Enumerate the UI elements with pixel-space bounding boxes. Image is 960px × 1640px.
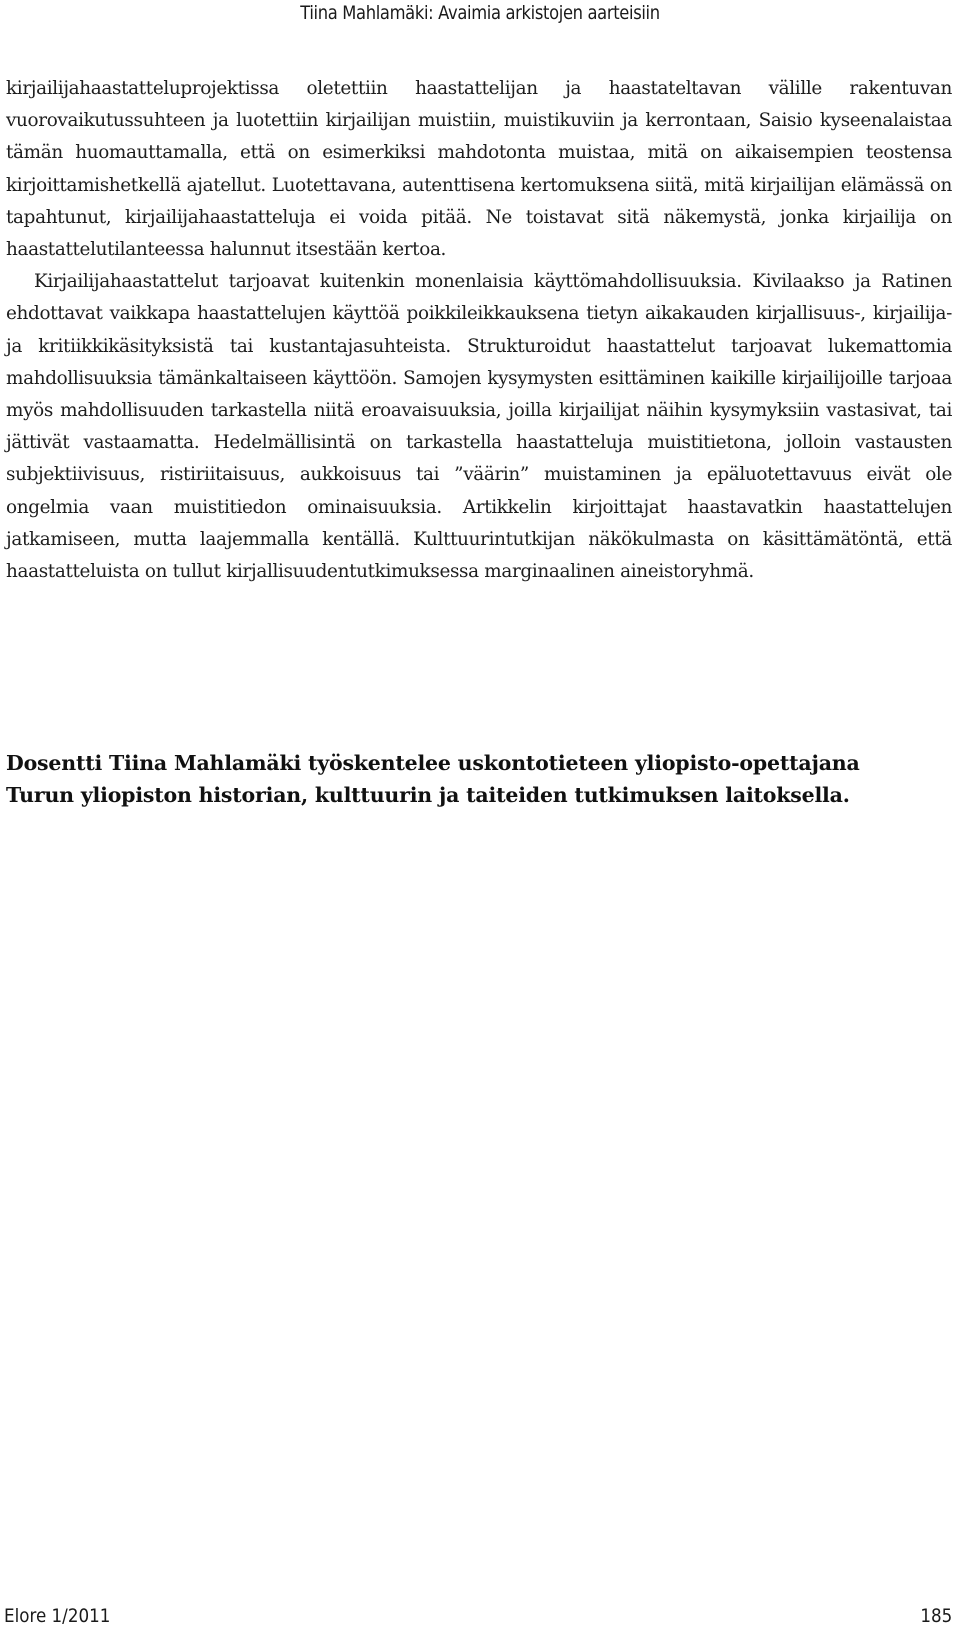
footer-page-number: 185 <box>920 1605 952 1627</box>
author-bio-line-2: Turun yliopiston historian, kulttuurin ja taiteiden tutkimuksen laitoksella. <box>6 783 850 807</box>
author-bio-line-1: Dosentti Tiina Mahlamäki työskentelee uskontotieteen yliopisto-opettajana <box>6 751 860 775</box>
article-body <box>6 73 952 588</box>
paragraph-1: kirjailijahaastatteluprojektissa oletettiin haastattelijan ja haastateltavan välille rakentuvan vuorovaikutussuhteen ja luotettiin kirjailijan muistiin, muistikuviin ja kerrontaan, Saisio kyseenalaistaa tämän huomauttamalla, että on esimerkiksi mahdotonta muistaa, mitä on aikaisempien teostensa kirjoittamishetkellä ajatellut. Luotettavana, autenttisena kertomuksena siitä, mitä kirjailijan elämässä on tapahtunut, kirjailijahaastatteluja ei voida pitää. Ne toistavat sitä näkemystä, jonka kirjailija on haastattelutilanteessa halunnut itsestään kertoa. <box>6 78 952 261</box>
author-bio <box>6 747 954 811</box>
running-header: Tiina Mahlamäki: Avaimia arkistojen aarteisiin <box>300 2 660 24</box>
paragraph-2: Kirjailijahaastattelut tarjoavat kuitenkin monenlaisia käyttömahdollisuuksia. Kivilaakso ja Ratinen ehdottavat vaikkapa haastattelujen käyttöä poikkileikkauksena tietyn aikakauden kirjallisuus-, kirjailija- ja kritiikkikäsityksistä tai kustantajasuhteista. Strukturoidut haastattelut tarjoavat lukemattomia mahdollisuuksia tämänkaltaiseen käyttöön. Samojen kysymysten esittäminen kaikille kirjailijoille tarjoaa myös mahdollisuuden tarkastella niitä eroavaisuuksia, joilla kirjailijat näihin kysymyksiin vastasivat, tai jättivät vastaamatta. Hedelmällisintä on tarkastella haastatteluja muistitietona, jolloin vastausten subjektiivisuus, ristiriitaisuus, aukkoisuus tai ”väärin” muistaminen ja epäluotettavuus eivät ole ongelmia vaan muistitiedon ominaisuuksia. Artikkelin kirjoittajat haastavatkin haastattelujen jatkamiseen, mutta laajemmalla kentällä. Kulttuurintutkijan näkökulmasta on käsittämätöntä, että haastatteluista on tullut kirjallisuudentutkimuksessa marginaalinen aineistoryhmä. <box>6 271 952 583</box>
footer-journal-issue: Elore 1/2011 <box>4 1605 111 1627</box>
